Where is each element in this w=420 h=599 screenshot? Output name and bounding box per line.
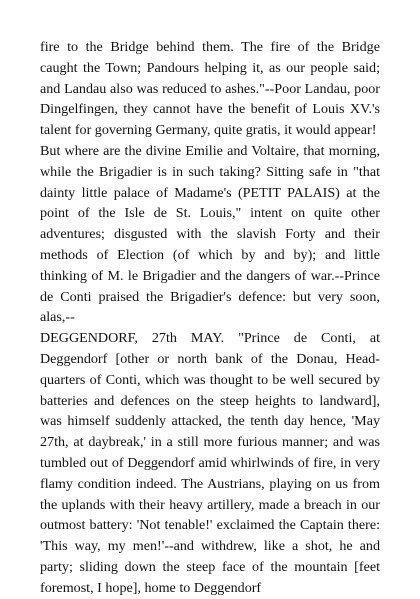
document-page [40,37,380,599]
paragraph-3: DEGGENDORF, 27th MAY. "Prince de Conti, at Deggendorf [other or north bank of the Donau, Head-quarters of Conti, which was thought to be well secured by batteries and defences on the steep heights to landward], was himself suddenly attacked, the tenth day hence, 'May 27th, at daybreak,' in a still more furious manner; and was tumbled out of Deggendorf amid whirlwinds of fire, in very flamy condition indeed. The Austrians, playing on us from the uplands with their heavy artillery, made a breach in our outmost battery: 'Not tenable!' exclaimed the Captain there: 'This way, my men!'--and withdrew, like a shot, he and party; sliding down the steep face of the mountain [feet foremost, I hope], home to Deggendorf [40,330,380,596]
paragraph-1: fire to the Bridge behind them. The fire of the Bridge caught the Town; Pandours helping it, as our people said; and Landau also was reduced to ashes."--Poor Landau, poor Dingelfingen, they cannot have the benefit of Louis XV.'s talent for governing Germany, quite gratis, it would appear! [40,39,380,139]
paragraph-2: But where are the divine Emilie and Voltaire, that morning, while the Brigadier is in such taking? Sitting safe in "that dainty little palace of Madame's (PETIT PALAIS) at the point of the Isle de St. Louis," intent on quite other adventures; disgusted with the slavish Forty and their methods of Election (of which by and by); and little thinking of M. le Brigadier and the dangers of war.--Prince de Conti praised the Brigadier's defence: but very soon, alas,-- [40,142,380,326]
